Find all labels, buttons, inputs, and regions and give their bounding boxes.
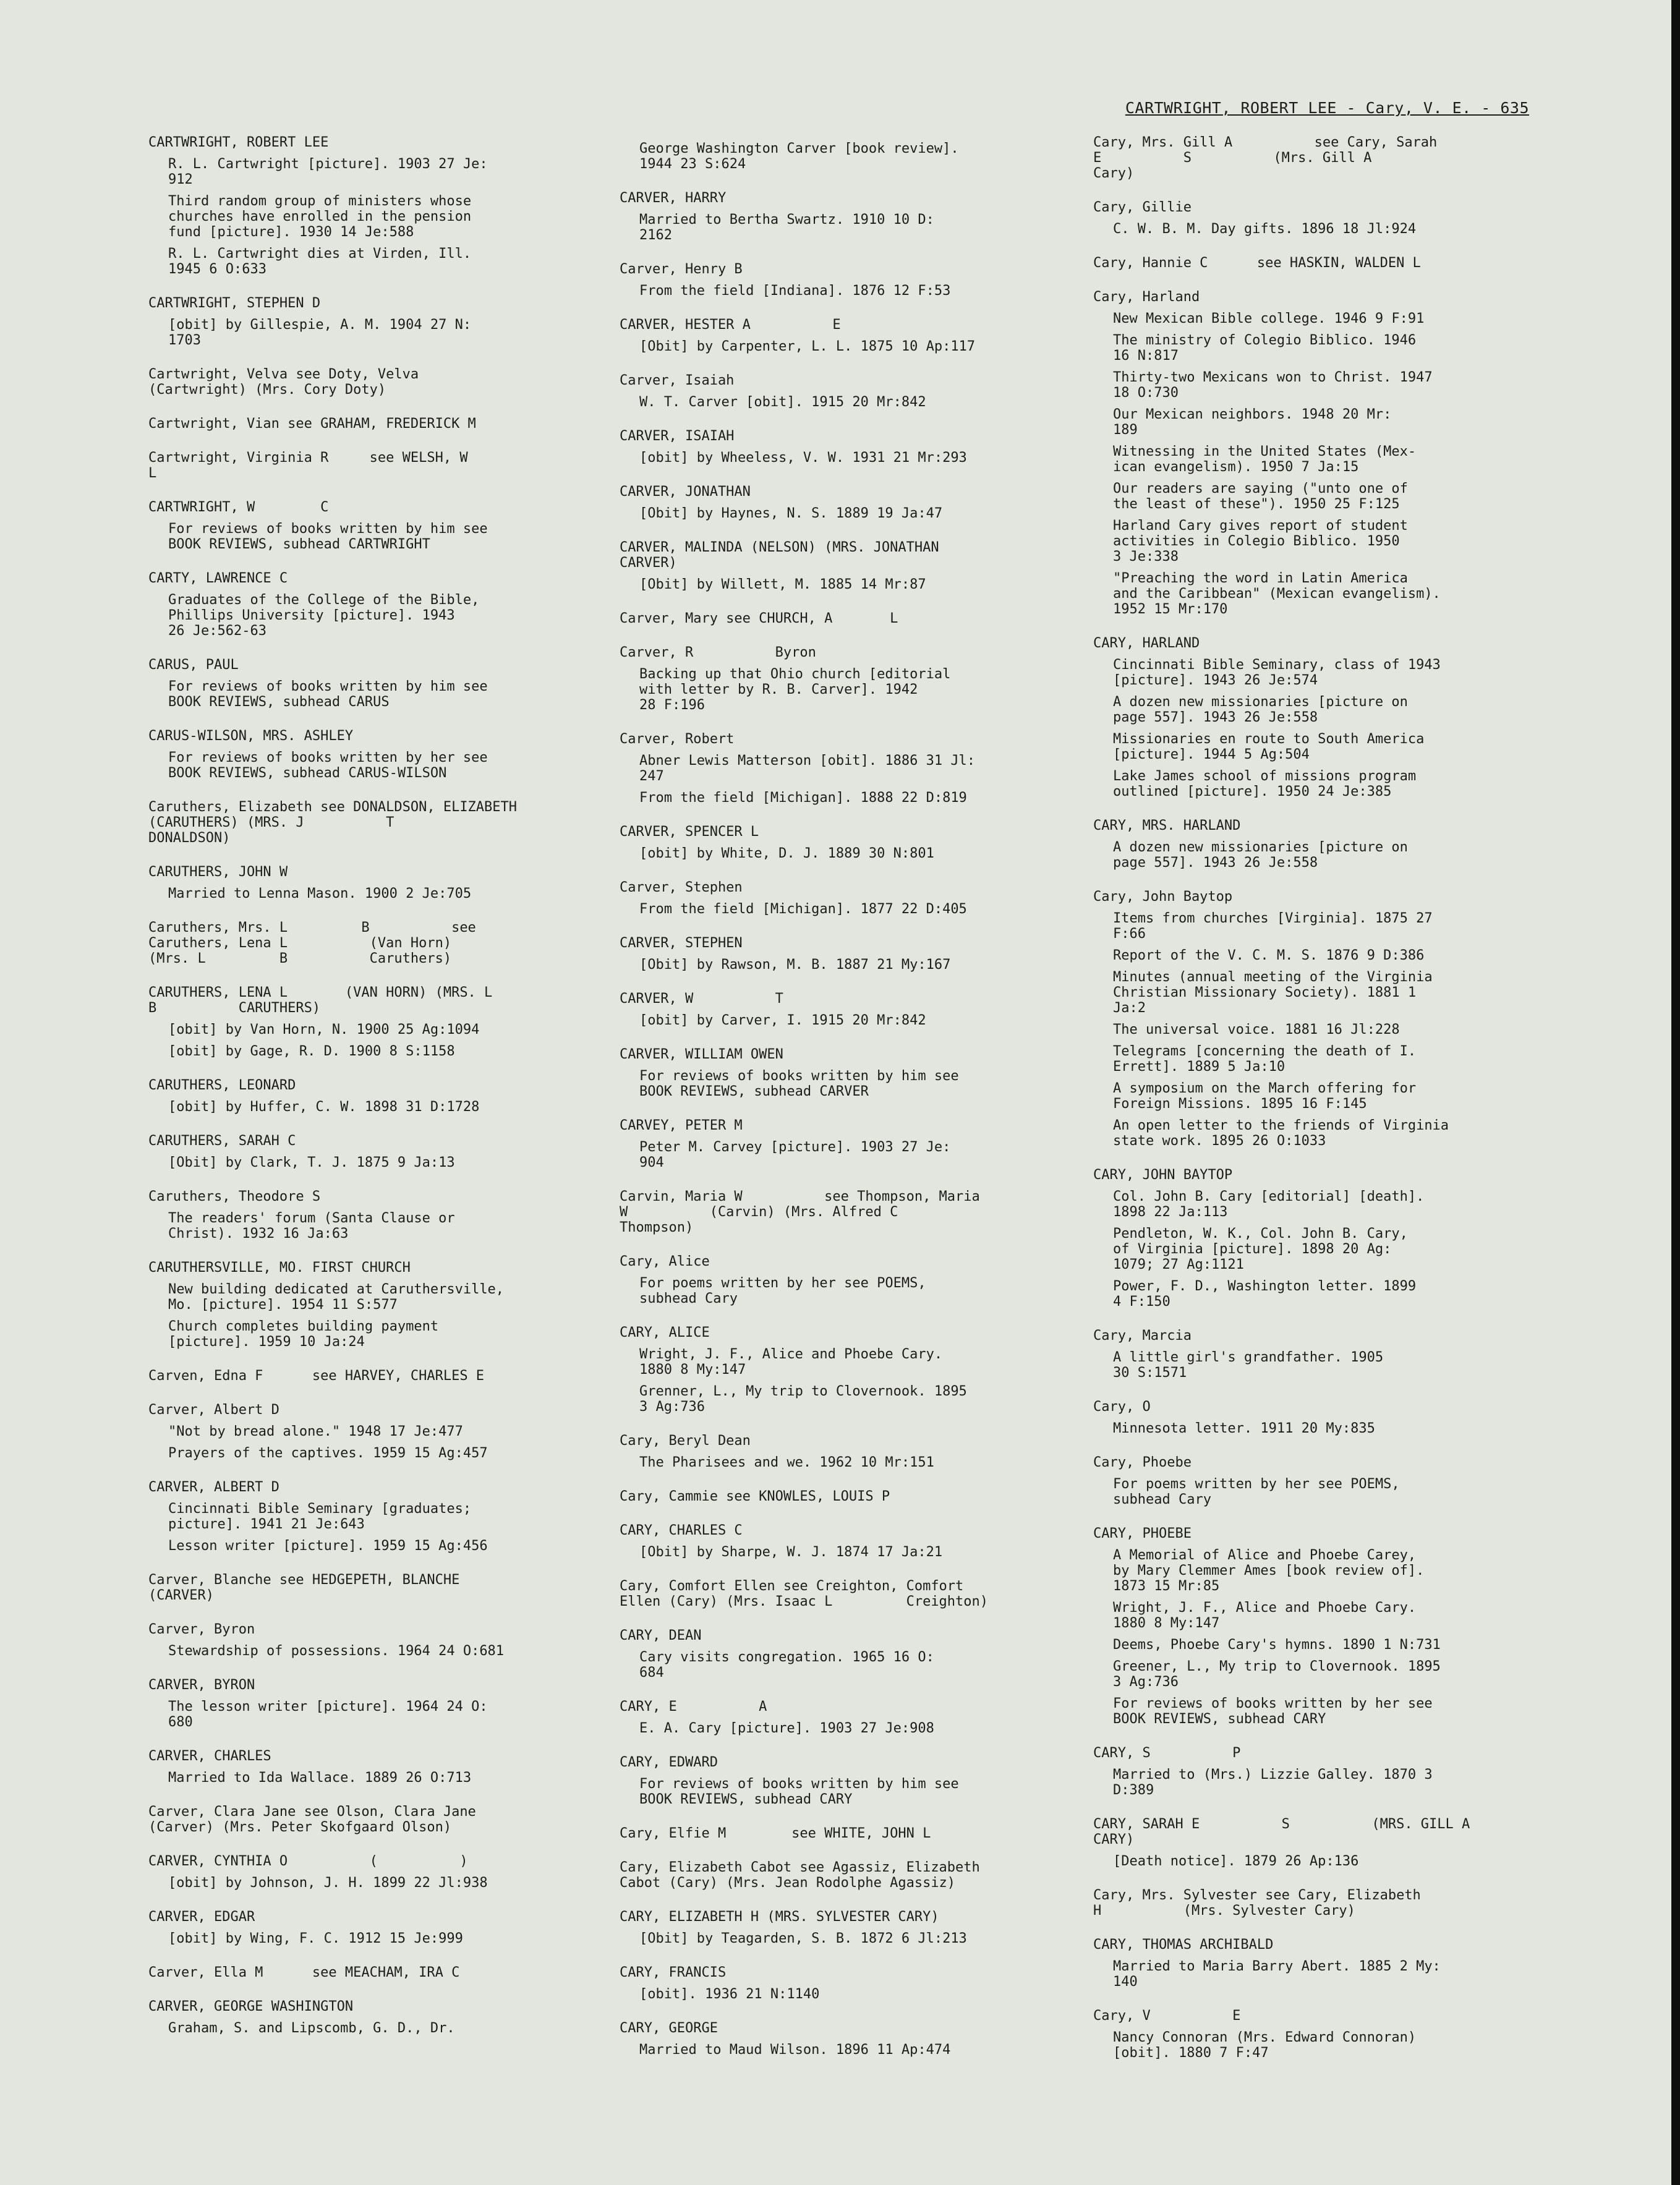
entry-heading: Cary, Hannie C see HASKIN, WALDEN L	[1093, 255, 1421, 271]
index-entry	[1093, 255, 1526, 271]
index-entry	[620, 1254, 1083, 1306]
index-entry	[148, 1078, 612, 1115]
index-entry	[148, 1909, 612, 1946]
entry-citation: Married to Ida Wallace. 1889 26 O:713	[168, 1770, 472, 1786]
entry-citation: Our readers are saying ("unto one of the least of these"). 1950 25 F:125	[1113, 481, 1408, 512]
index-entry	[620, 317, 1083, 354]
entry-citation: Lake James school of missions program outlined [picture]. 1950 24 Je:385	[1113, 769, 1417, 799]
index-entry	[1093, 1526, 1526, 1727]
entry-citation: Married to Lenna Mason. 1900 2 Je:705	[168, 886, 472, 901]
entry-citation: New building dedicated at Caruthersville, Mo. [picture]. 1954 11 S:577	[168, 1282, 505, 1313]
index-entry	[620, 1755, 1083, 1807]
entry-citation: An open letter to the friends of Virginia state work. 1895 26 O:1033	[1113, 1118, 1449, 1149]
entry-heading: Cary, Marcia	[1093, 1328, 1192, 1344]
index-entry	[620, 1826, 1083, 1841]
index-entry	[148, 728, 612, 781]
entry-citation: Church completes building payment [picture]. 1959 10 Ja:24	[168, 1319, 439, 1350]
entry-citation: Married to Maud Wilson. 1896 11 Ap:474	[639, 2042, 951, 2058]
entry-heading: CARVER, CYNTHIA O ( )	[148, 1854, 468, 1869]
index-entry	[620, 2021, 1083, 2058]
index-entry	[148, 1677, 612, 1730]
entry-citation: Report of the V. C. M. S. 1876 9 D:386	[1113, 948, 1425, 963]
entry-heading: Carvin, Maria W see Thompson, Maria W (Carvin) (Mrs. Alfred C Thompson)	[620, 1189, 980, 1235]
index-entry	[620, 1628, 1083, 1680]
index-entry	[620, 1047, 1083, 1099]
entry-citation: Minnesota letter. 1911 20 My:835	[1113, 1421, 1375, 1436]
entry-heading: CARY, CHARLES C	[620, 1523, 743, 1538]
entry-heading: Carver, Albert D	[148, 1402, 279, 1418]
entry-heading: Caruthers, Elizabeth see DONALDSON, ELIZABETH (CARUTHERS) (MRS. J T DONALDSON)	[148, 799, 518, 846]
entry-citation: [Obit] by Sharpe, W. J. 1874 17 Ja:21	[639, 1544, 943, 1560]
entry-citation: Our Mexican neighbors. 1948 20 Mr: 189	[1113, 407, 1392, 438]
entry-citation: [Obit] by Rawson, M. B. 1887 21 My:167	[639, 957, 951, 973]
entry-citation: "Preaching the word in Latin America and the Caribbean" (Mexican evangelism). 1952 15 Mr:170	[1113, 571, 1441, 617]
entry-citation: The ministry of Colegio Biblico. 1946 16 N:817	[1113, 333, 1417, 364]
entry-heading: Carver, Isaiah	[620, 373, 735, 388]
index-entry	[148, 1133, 612, 1170]
index-entry	[1093, 289, 1526, 617]
entry-heading: CARVER, JONATHAN	[620, 484, 751, 500]
entry-citation: R. L. Cartwright dies at Virden, Ill. 1945 6 O:633	[168, 246, 472, 277]
index-entry	[1093, 200, 1526, 237]
entry-heading: Cary, Cammie see KNOWLES, LOUIS P	[620, 1489, 890, 1504]
entry-citation: Lesson writer [picture]. 1959 15 Ag:456	[168, 1538, 488, 1554]
entry-heading: Cary, Elfie M see WHITE, JOHN L	[620, 1826, 931, 1841]
column-1	[148, 135, 612, 2055]
entry-heading: Cartwright, Vian see GRAHAM, FREDERICK M	[148, 416, 476, 432]
entry-citation: Missionaries en route to South America [picture]. 1944 5 Ag:504	[1113, 731, 1425, 762]
entry-citation: [obit] by White, D. J. 1889 30 N:801	[639, 846, 934, 861]
entry-citation: A little girl's grandfather. 1905 30 S:1571	[1113, 1350, 1384, 1381]
entry-heading: Cary, Harland	[1093, 289, 1200, 305]
index-entry	[620, 484, 1083, 521]
entry-citation: Married to Bertha Swartz. 1910 10 D: 2162	[639, 212, 934, 243]
entry-citation: Pendleton, W. K., Col. John B. Cary, of Virginia [picture]. 1898 20 Ag: 1079; 27 Ag:1121	[1113, 1226, 1408, 1272]
index-entry	[620, 645, 1083, 713]
entry-citation: For reviews of books written by her see BOOK REVIEWS, subhead CARY	[1113, 1696, 1433, 1727]
entry-citation: Items from churches [Virginia]. 1875 27 F:66	[1113, 911, 1433, 942]
entry-citation: Grenner, L., My trip to Clovernook. 1895 3 Ag:736	[639, 1384, 967, 1415]
index-entry	[148, 500, 612, 552]
index-entry	[148, 416, 612, 432]
entry-heading: CARVEY, PETER M	[620, 1118, 743, 1133]
index-entry	[148, 1748, 612, 1786]
index-entry	[148, 367, 612, 398]
entry-citation: For reviews of books written by him see BOOK REVIEWS, subhead CARTWRIGHT	[168, 521, 488, 552]
index-entry	[148, 1999, 612, 2036]
index-entry	[620, 1965, 1083, 2002]
entry-heading: CARY, S P	[1093, 1745, 1241, 1761]
column-2	[620, 135, 1083, 2076]
entry-heading: CARVER, ISAIAH	[620, 428, 735, 444]
entry-citation: [obit] by Gillespie, A. M. 1904 27 N: 1703	[168, 317, 472, 348]
entry-citation: From the field [Indiana]. 1876 12 F:53	[639, 283, 951, 299]
index-entry	[620, 824, 1083, 861]
entry-citation: Peter M. Carvey [picture]. 1903 27 Je: 904	[639, 1139, 951, 1170]
entry-citation: For poems written by her see POEMS, subhead Cary	[639, 1276, 926, 1306]
entry-heading: CARVER, HARRY	[620, 190, 727, 206]
index-entry	[620, 428, 1083, 466]
entry-citation: Power, F. D., Washington letter. 1899 4 F:150	[1113, 1279, 1417, 1310]
entry-citation: Wright, J. F., Alice and Phoebe Cary. 1880 8 My:147	[639, 1347, 943, 1378]
entry-citation: [obit] by Wing, F. C. 1912 15 Je:999	[168, 1931, 463, 1946]
entry-heading: Cary, V E	[1093, 2008, 1241, 2024]
index-entry	[148, 657, 612, 710]
entry-citation: [obit] by Wheeless, V. W. 1931 21 Mr:293	[639, 450, 967, 466]
entry-citation: For reviews of books written by her see BOOK REVIEWS, subhead CARUS-WILSON	[168, 750, 488, 781]
index-entry	[620, 731, 1083, 806]
entry-heading: Carver, Ella M see MEACHAM, IRA C	[148, 1965, 460, 1980]
index-entry	[1093, 1817, 1526, 1869]
entry-heading: Caruthers, Mrs. L B see Caruthers, Lena L (Van Horn) (Mrs. L B Caruthers)	[148, 920, 476, 966]
entry-heading: Cary, Mrs. Gill A see Cary, Sarah E S (Mrs. Gill A Cary)	[1093, 135, 1438, 181]
entry-heading: Carver, Robert	[620, 731, 735, 747]
entry-heading: CARVER, GEORGE WASHINGTON	[148, 1999, 354, 2014]
entry-heading: CARY, GEORGE	[620, 2021, 718, 2036]
entry-heading: CARTWRIGHT, STEPHEN D	[148, 296, 321, 311]
index-entry	[1093, 818, 1526, 871]
entry-heading: CARUS, PAUL	[148, 657, 239, 673]
entry-citation: W. T. Carver [obit]. 1915 20 Mr:842	[639, 394, 926, 410]
entry-heading: Carven, Edna F see HARVEY, CHARLES E	[148, 1368, 485, 1384]
index-entry	[148, 1480, 612, 1554]
entry-heading: Carver, Byron	[148, 1622, 255, 1637]
entry-citation: Graham, S. and Lipscomb, G. D., Dr.	[168, 2021, 455, 2036]
entry-heading: CARUTHERS, SARAH C	[148, 1133, 296, 1149]
index-entry	[148, 1965, 612, 1980]
entry-citation: R. L. Cartwright [picture]. 1903 27 Je: 912	[168, 156, 488, 187]
index-entry	[148, 296, 612, 348]
index-entry	[620, 1523, 1083, 1560]
index-entry	[620, 540, 1083, 592]
entry-citation: Deems, Phoebe Cary's hymns. 1890 1 N:731	[1113, 1637, 1441, 1653]
entry-citation: The Pharisees and we. 1962 10 Mr:151	[639, 1455, 934, 1470]
entry-citation: "Not by bread alone." 1948 17 Je:477	[168, 1424, 463, 1439]
entry-citation: Greener, L., My trip to Clovernook. 1895 3 Ag:736	[1113, 1659, 1441, 1690]
entry-heading: CARVER, BYRON	[148, 1677, 255, 1693]
entry-citation: Stewardship of possessions. 1964 24 O:681	[168, 1643, 505, 1659]
entry-heading: CARVER, CHARLES	[148, 1748, 271, 1764]
index-entry	[148, 1402, 612, 1461]
index-entry	[1093, 1455, 1526, 1507]
entry-citation: [obit]. 1936 21 N:1140	[639, 1987, 820, 2002]
entry-heading: CARY, SARAH E S (MRS. GILL A CARY)	[1093, 1817, 1470, 1847]
entry-heading: CARY, HARLAND	[1093, 636, 1200, 651]
entry-heading: Cartwright, Velva see Doty, Velva (Cartwright) (Mrs. Cory Doty)	[148, 367, 419, 398]
entry-citation: [obit] by Carver, I. 1915 20 Mr:842	[639, 1013, 926, 1028]
entry-heading: CARVER, ALBERT D	[148, 1480, 279, 1495]
entry-heading: CARVER, MALINDA (NELSON) (MRS. JONATHAN CARVER)	[620, 540, 939, 571]
entry-heading: CARUTHERS, JOHN W	[148, 864, 288, 880]
index-entry	[1093, 1745, 1526, 1798]
entry-heading: Carver, Stephen	[620, 880, 743, 895]
entry-heading: CARTWRIGHT, W C	[148, 500, 329, 515]
entry-citation: Col. John B. Cary [editorial] [death]. 1898 22 Ja:113	[1113, 1189, 1425, 1220]
entry-citation: From the field [Michigan]. 1888 22 D:819	[639, 790, 967, 806]
index-entry	[620, 1118, 1083, 1170]
entry-citation: [Obit] by Haynes, N. S. 1889 19 Ja:47	[639, 506, 943, 521]
index-entry	[1093, 1167, 1526, 1310]
entry-citation: Nancy Connoran (Mrs. Edward Connoran) [obit]. 1880 7 F:47	[1113, 2030, 1417, 2061]
index-entry	[148, 864, 612, 901]
entry-heading: Cary, Phoebe	[1093, 1455, 1192, 1470]
entry-citation: [obit] by Gage, R. D. 1900 8 S:1158	[168, 1044, 455, 1059]
entry-heading: Cary, Beryl Dean	[620, 1433, 751, 1449]
index-entry	[148, 1854, 612, 1891]
entry-citation: Graduates of the College of the Bible, Phillips University [picture]. 1943 26 Je:562-63	[168, 592, 480, 639]
entry-citation: For poems written by her see POEMS, subhead Cary	[1113, 1476, 1400, 1507]
entry-citation: Abner Lewis Matterson [obit]. 1886 31 Jl: 247	[639, 753, 976, 784]
entry-citation: Cincinnati Bible Seminary, class of 1943 [picture]. 1943 26 Je:574	[1113, 657, 1441, 688]
entry-citation: Married to Maria Barry Abert. 1885 2 My: 140	[1113, 1959, 1441, 1990]
index-entry	[620, 1189, 1083, 1235]
column-3	[1093, 135, 1526, 2079]
entry-citation: [obit] by Johnson, J. H. 1899 22 Jl:938	[168, 1875, 488, 1891]
entry-citation: [Obit] by Teagarden, S. B. 1872 6 Jl:213	[639, 1931, 967, 1946]
entry-citation: Cincinnati Bible Seminary [graduates; picture]. 1941 21 Je:643	[168, 1501, 472, 1532]
entry-heading: Cary, Elizabeth Cabot see Agassiz, Elizabeth Cabot (Cary) (Mrs. Jean Rodolphe Agassiz)	[620, 1860, 980, 1891]
entry-citation: Cary visits congregation. 1965 16 O: 684	[639, 1650, 934, 1680]
entry-heading: CARY, DEAN	[620, 1628, 702, 1643]
entry-citation: Prayers of the captives. 1959 15 Ag:457	[168, 1446, 488, 1461]
index-entry	[620, 1860, 1083, 1891]
entry-heading: CARVER, SPENCER L	[620, 824, 759, 840]
entry-citation: A symposium on the March offering for Foreign Missions. 1895 16 F:145	[1113, 1081, 1417, 1112]
entry-citation: [Obit] by Carpenter, L. L. 1875 10 Ap:117	[639, 339, 976, 354]
entry-citation: For reviews of books written by him see BOOK REVIEWS, subhead CARUS	[168, 679, 488, 710]
entry-citation: For reviews of books written by him see BOOK REVIEWS, subhead CARY	[639, 1776, 959, 1807]
entry-citation: The readers' forum (Santa Clause or Christ). 1932 16 Ja:63	[168, 1211, 455, 1242]
index-entry	[620, 262, 1083, 299]
index-entry	[1093, 1328, 1526, 1381]
entry-heading: Cary, Gillie	[1093, 200, 1192, 215]
entry-citation: Telegrams [concerning the death of I. Errett]. 1889 5 Ja:10	[1113, 1044, 1417, 1075]
index-entry	[620, 1909, 1083, 1946]
entry-heading: CARVER, HESTER A E	[620, 317, 841, 333]
entry-heading: CARVER, EDGAR	[148, 1909, 255, 1925]
entry-heading: Cary, John Baytop	[1093, 889, 1233, 905]
index-entry	[620, 1578, 1083, 1609]
entry-citation: A Memorial of Alice and Phoebe Carey, by Mary Clemmer Ames [book review of]. 1873 15 Mr:85	[1113, 1548, 1425, 1594]
entry-heading: CARTWRIGHT, ROBERT LEE	[148, 135, 329, 150]
entry-heading: CARVER, WILLIAM OWEN	[620, 1047, 783, 1062]
index-entry	[148, 571, 612, 639]
entry-citation: Witnessing in the United States (Mex- ican evangelism). 1950 7 Ja:15	[1113, 444, 1417, 475]
entry-heading: CARVER, STEPHEN	[620, 935, 743, 951]
index-entry	[1093, 889, 1526, 1149]
entry-citation: Harland Cary gives report of student activities in Colegio Biblico. 1950 3 Je:338	[1113, 518, 1408, 564]
index-entry	[620, 141, 1083, 172]
entry-heading: Carver, R Byron	[620, 645, 816, 660]
entry-heading: CARVER, W T	[620, 991, 783, 1007]
entry-heading: CARY, ALICE	[620, 1325, 710, 1340]
entry-citation: For reviews of books written by him see BOOK REVIEWS, subhead CARVER	[639, 1068, 959, 1099]
entry-citation: C. W. B. M. Day gifts. 1896 18 Jl:924	[1113, 221, 1417, 237]
entry-heading: CARUTHERSVILLE, MO. FIRST CHURCH	[148, 1260, 411, 1276]
entry-heading: CARY, JOHN BAYTOP	[1093, 1167, 1233, 1183]
entry-citation: Third random group of ministers whose churches have enrolled in the pension fund [picture]. 1930 14 Je:588	[168, 194, 472, 240]
entry-citation: A dozen new missionaries [picture on page 557]. 1943 26 Je:558	[1113, 840, 1408, 871]
running-head: CARTWRIGHT, ROBERT LEE - Cary, V. E. - 635	[1125, 99, 1529, 117]
entry-heading: CARUS-WILSON, MRS. ASHLEY	[148, 728, 354, 744]
entry-citation: Wright, J. F., Alice and Phoebe Cary. 1880 8 My:147	[1113, 1600, 1417, 1631]
entry-citation: The universal voice. 1881 16 Jl:228	[1113, 1022, 1400, 1037]
entry-heading: Cary, Mrs. Sylvester see Cary, Elizabeth H (Mrs. Sylvester Cary)	[1093, 1888, 1421, 1919]
index-entry	[148, 985, 612, 1059]
entry-citation: Thirty-two Mexicans won to Christ. 1947 18 O:730	[1113, 370, 1433, 401]
entry-heading: CARUTHERS, LENA L (VAN HORN) (MRS. L B CARUTHERS)	[148, 985, 493, 1016]
index-entry	[620, 1489, 1083, 1504]
entry-heading: Cary, Alice	[620, 1254, 710, 1269]
entry-citation: [obit] by Van Horn, N. 1900 25 Ag:1094	[168, 1022, 480, 1037]
index-entry	[148, 1189, 612, 1242]
index-entry	[620, 190, 1083, 243]
index-entry	[1093, 636, 1526, 799]
index-entry	[620, 373, 1083, 410]
entry-citation: [Obit] by Clark, T. J. 1875 9 Ja:13	[168, 1155, 455, 1170]
index-entry	[1093, 1399, 1526, 1436]
index-entry	[148, 1572, 612, 1603]
entry-heading: CARY, E A	[620, 1699, 767, 1714]
entry-citation: From the field [Michigan]. 1877 22 D:405	[639, 901, 967, 917]
entry-heading: CARY, ELIZABETH H (MRS. SYLVESTER CARY)	[620, 1909, 939, 1925]
index-entry	[1093, 1888, 1526, 1919]
index-entry	[148, 450, 612, 481]
entry-citation: A dozen new missionaries [picture on page 557]. 1943 26 Je:558	[1113, 694, 1408, 725]
index-entry	[148, 1804, 612, 1835]
entry-citation: [Obit] by Willett, M. 1885 14 Mr:87	[639, 577, 926, 592]
entry-heading: CARY, PHOEBE	[1093, 1526, 1192, 1541]
entry-heading: CARTY, LAWRENCE C	[148, 571, 288, 586]
entry-citation: Married to (Mrs.) Lizzie Galley. 1870 3 D:389	[1113, 1767, 1433, 1798]
index-entry	[148, 135, 612, 277]
entry-citation: Minutes (annual meeting of the Virginia Christian Missionary Society). 1881 1 Ja:2	[1113, 969, 1433, 1016]
index-entry	[620, 1433, 1083, 1470]
entry-heading: CARUTHERS, LEONARD	[148, 1078, 296, 1093]
entry-heading: Cary, O	[1093, 1399, 1151, 1415]
index-entry	[620, 611, 1083, 626]
entry-citation: New Mexican Bible college. 1946 9 F:91	[1113, 311, 1425, 326]
index-entry	[148, 1368, 612, 1384]
index-entry	[620, 1699, 1083, 1736]
entry-citation: The lesson writer [picture]. 1964 24 O: 680	[168, 1699, 488, 1730]
entry-heading: Carver, Blanche see HEDGEPETH, BLANCHE (CARVER)	[148, 1572, 460, 1603]
entry-citation: Backing up that Ohio church [editorial with letter by R. B. Carver]. 1942 28 F:196	[639, 667, 951, 713]
index-entry	[1093, 135, 1526, 181]
entry-heading: Carver, Clara Jane see Olson, Clara Jane (Carver) (Mrs. Peter Skofgaard Olson)	[148, 1804, 476, 1835]
index-entry	[148, 920, 612, 966]
entry-citation: [Death notice]. 1879 26 Ap:136	[1113, 1854, 1359, 1869]
entry-citation: [obit] by Huffer, C. W. 1898 31 D:1728	[168, 1099, 480, 1115]
entry-heading: CARY, EDWARD	[620, 1755, 718, 1770]
entry-heading: CARY, MRS. HARLAND	[1093, 818, 1241, 833]
entry-citation: George Washington Carver [book review]. 1944 23 S:624	[639, 141, 959, 172]
index-entry	[1093, 1937, 1526, 1990]
index-entry	[620, 991, 1083, 1028]
entry-heading: Cary, Comfort Ellen see Creighton, Comfort Ellen (Cary) (Mrs. Isaac L Creighton)	[620, 1578, 989, 1609]
index-entry	[620, 880, 1083, 917]
entry-heading: Carver, Mary see CHURCH, A L	[620, 611, 898, 626]
entry-heading: CARY, FRANCIS	[620, 1965, 727, 1980]
index-entry	[148, 799, 612, 846]
index-entry	[148, 1260, 612, 1350]
index-entry	[1093, 2008, 1526, 2061]
entry-heading: Caruthers, Theodore S	[148, 1189, 321, 1204]
index-entry	[148, 1622, 612, 1659]
index-entry	[620, 935, 1083, 973]
entry-citation: E. A. Cary [picture]. 1903 27 Je:908	[639, 1721, 934, 1736]
entry-heading: Cartwright, Virginia R see WELSH, W L	[148, 450, 468, 481]
entry-heading: Carver, Henry B	[620, 262, 743, 277]
entry-heading: CARY, THOMAS ARCHIBALD	[1093, 1937, 1274, 1953]
index-entry	[620, 1325, 1083, 1415]
